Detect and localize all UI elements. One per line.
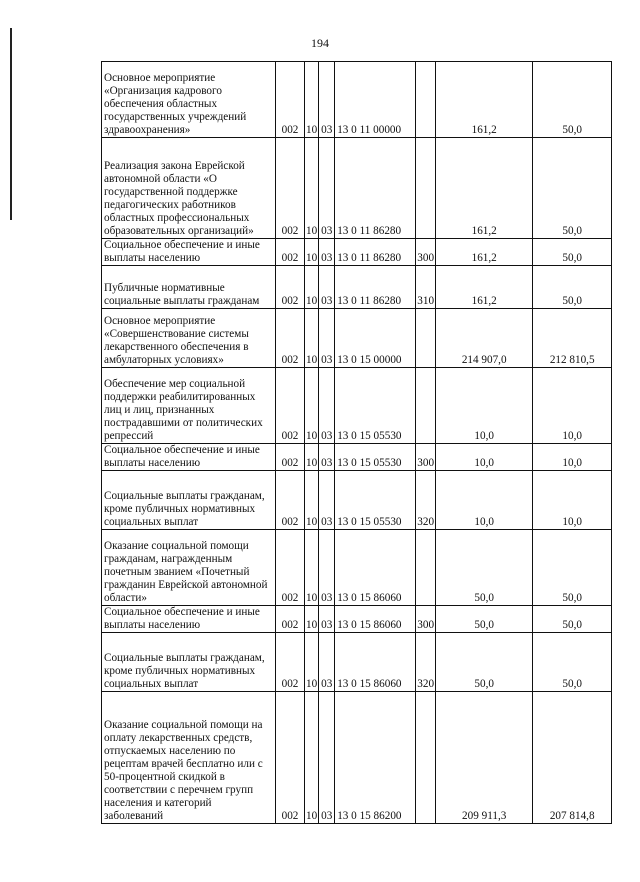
section-code-cell: 10	[305, 62, 319, 138]
section-code-cell: 10	[305, 471, 319, 530]
section-code-cell: 10	[305, 239, 319, 266]
expense-type-cell: 300	[416, 606, 436, 633]
target-article-cell: 13 0 15 00000	[335, 309, 416, 368]
subsection-code-cell: 03	[319, 62, 335, 138]
subsection-code-cell: 03	[319, 471, 335, 530]
section-code-cell: 10	[305, 444, 319, 471]
target-article-cell: 13 0 15 86060	[335, 633, 416, 692]
target-article-cell: 13 0 15 86200	[335, 692, 416, 824]
subsection-code-cell: 03	[319, 239, 335, 266]
budget-table-body	[102, 62, 612, 824]
target-article-cell: 13 0 11 86280	[335, 266, 416, 309]
expense-type-cell	[416, 368, 436, 444]
admin-code-cell: 002	[276, 368, 305, 444]
amount-year2-cell: 207 814,8	[533, 692, 612, 824]
admin-code-cell: 002	[276, 62, 305, 138]
table-row	[102, 633, 612, 692]
subsection-code-cell: 03	[319, 633, 335, 692]
item-name-cell: Социальные выплаты гражданам, кроме публичных нормативных социальных выплат	[102, 633, 276, 692]
admin-code-cell: 002	[276, 530, 305, 606]
section-code-cell: 10	[305, 692, 319, 824]
admin-code-cell: 002	[276, 309, 305, 368]
expense-type-cell: 320	[416, 633, 436, 692]
table-row	[102, 266, 612, 309]
table-row	[102, 471, 612, 530]
amount-year1-cell: 161,2	[436, 266, 533, 309]
amount-year2-cell: 50,0	[533, 62, 612, 138]
margin-binding-line	[10, 28, 12, 220]
section-code-cell: 10	[305, 606, 319, 633]
target-article-cell: 13 0 15 05530	[335, 444, 416, 471]
amount-year1-cell: 209 911,3	[436, 692, 533, 824]
amount-year2-cell: 50,0	[533, 633, 612, 692]
admin-code-cell: 002	[276, 138, 305, 239]
admin-code-cell: 002	[276, 606, 305, 633]
amount-year1-cell: 50,0	[436, 606, 533, 633]
amount-year1-cell: 50,0	[436, 530, 533, 606]
expense-type-cell	[416, 530, 436, 606]
item-name-cell: Основное мероприятие «Организация кадрового обеспечения областных государственных учреждений здравоохранения»	[102, 62, 276, 138]
section-code-cell: 10	[305, 633, 319, 692]
amount-year2-cell: 50,0	[533, 239, 612, 266]
table-row	[102, 692, 612, 824]
expense-type-cell: 300	[416, 444, 436, 471]
item-name-cell: Социальные выплаты гражданам, кроме публичных нормативных социальных выплат	[102, 471, 276, 530]
subsection-code-cell: 03	[319, 530, 335, 606]
item-name-cell: Социальное обеспечение и иные выплаты населению	[102, 444, 276, 471]
item-name-cell: Оказание социальной помощи гражданам, награжденным почетным званием «Почетный гражданин Еврейской автономной области»	[102, 530, 276, 606]
item-name-cell: Реализация закона Еврейской автономной области «О государственной поддержке педагогических работников областных профессиональных образовательных организаций»	[102, 138, 276, 239]
subsection-code-cell: 03	[319, 444, 335, 471]
target-article-cell: 13 0 11 86280	[335, 138, 416, 239]
table-row	[102, 368, 612, 444]
amount-year1-cell: 161,2	[436, 62, 533, 138]
subsection-code-cell: 03	[319, 138, 335, 239]
amount-year1-cell: 50,0	[436, 633, 533, 692]
expense-type-cell	[416, 692, 436, 824]
admin-code-cell: 002	[276, 471, 305, 530]
amount-year2-cell: 10,0	[533, 444, 612, 471]
section-code-cell: 10	[305, 266, 319, 309]
budget-table	[101, 61, 612, 824]
table-row	[102, 138, 612, 239]
admin-code-cell: 002	[276, 444, 305, 471]
table-row	[102, 530, 612, 606]
section-code-cell: 10	[305, 138, 319, 239]
item-name-cell: Основное мероприятие «Совершенствование системы лекарственного обеспечения в амбулаторных условиях»	[102, 309, 276, 368]
target-article-cell: 13 0 15 86060	[335, 606, 416, 633]
item-name-cell: Социальное обеспечение и иные выплаты населению	[102, 239, 276, 266]
item-name-cell: Социальное обеспечение и иные выплаты населению	[102, 606, 276, 633]
admin-code-cell: 002	[276, 633, 305, 692]
expense-type-cell: 300	[416, 239, 436, 266]
admin-code-cell: 002	[276, 266, 305, 309]
expense-type-cell: 320	[416, 471, 436, 530]
item-name-cell: Обеспечение мер социальной поддержки реабилитированных лиц и лиц, признанных пострадавшими от политических репрессий	[102, 368, 276, 444]
target-article-cell: 13 0 11 86280	[335, 239, 416, 266]
amount-year1-cell: 10,0	[436, 368, 533, 444]
target-article-cell: 13 0 15 86060	[335, 530, 416, 606]
table-row	[102, 239, 612, 266]
subsection-code-cell: 03	[319, 606, 335, 633]
amount-year2-cell: 212 810,5	[533, 309, 612, 368]
page-number: 194	[311, 36, 329, 50]
amount-year2-cell: 50,0	[533, 138, 612, 239]
subsection-code-cell: 03	[319, 692, 335, 824]
expense-type-cell	[416, 309, 436, 368]
admin-code-cell: 002	[276, 692, 305, 824]
expense-type-cell: 310	[416, 266, 436, 309]
expense-type-cell	[416, 62, 436, 138]
amount-year2-cell: 50,0	[533, 530, 612, 606]
amount-year1-cell: 161,2	[436, 138, 533, 239]
table-row	[102, 62, 612, 138]
amount-year1-cell: 214 907,0	[436, 309, 533, 368]
subsection-code-cell: 03	[319, 309, 335, 368]
item-name-cell: Оказание социальной помощи на оплату лекарственных средств, отпускаемых населению по рецептам врачей бесплатно или с 50-процентной скидкой в соответствии с перечнем групп населения и категорий заболеваний	[102, 692, 276, 824]
amount-year1-cell: 10,0	[436, 471, 533, 530]
amount-year2-cell: 10,0	[533, 471, 612, 530]
amount-year1-cell: 10,0	[436, 444, 533, 471]
amount-year2-cell: 50,0	[533, 266, 612, 309]
target-article-cell: 13 0 11 00000	[335, 62, 416, 138]
admin-code-cell: 002	[276, 239, 305, 266]
amount-year2-cell: 10,0	[533, 368, 612, 444]
target-article-cell: 13 0 15 05530	[335, 471, 416, 530]
section-code-cell: 10	[305, 309, 319, 368]
section-code-cell: 10	[305, 530, 319, 606]
target-article-cell: 13 0 15 05530	[335, 368, 416, 444]
table-row	[102, 309, 612, 368]
subsection-code-cell: 03	[319, 266, 335, 309]
subsection-code-cell: 03	[319, 368, 335, 444]
table-row	[102, 444, 612, 471]
amount-year2-cell: 50,0	[533, 606, 612, 633]
table-row	[102, 606, 612, 633]
item-name-cell: Публичные нормативные социальные выплаты гражданам	[102, 266, 276, 309]
amount-year1-cell: 161,2	[436, 239, 533, 266]
section-code-cell: 10	[305, 368, 319, 444]
expense-type-cell	[416, 138, 436, 239]
